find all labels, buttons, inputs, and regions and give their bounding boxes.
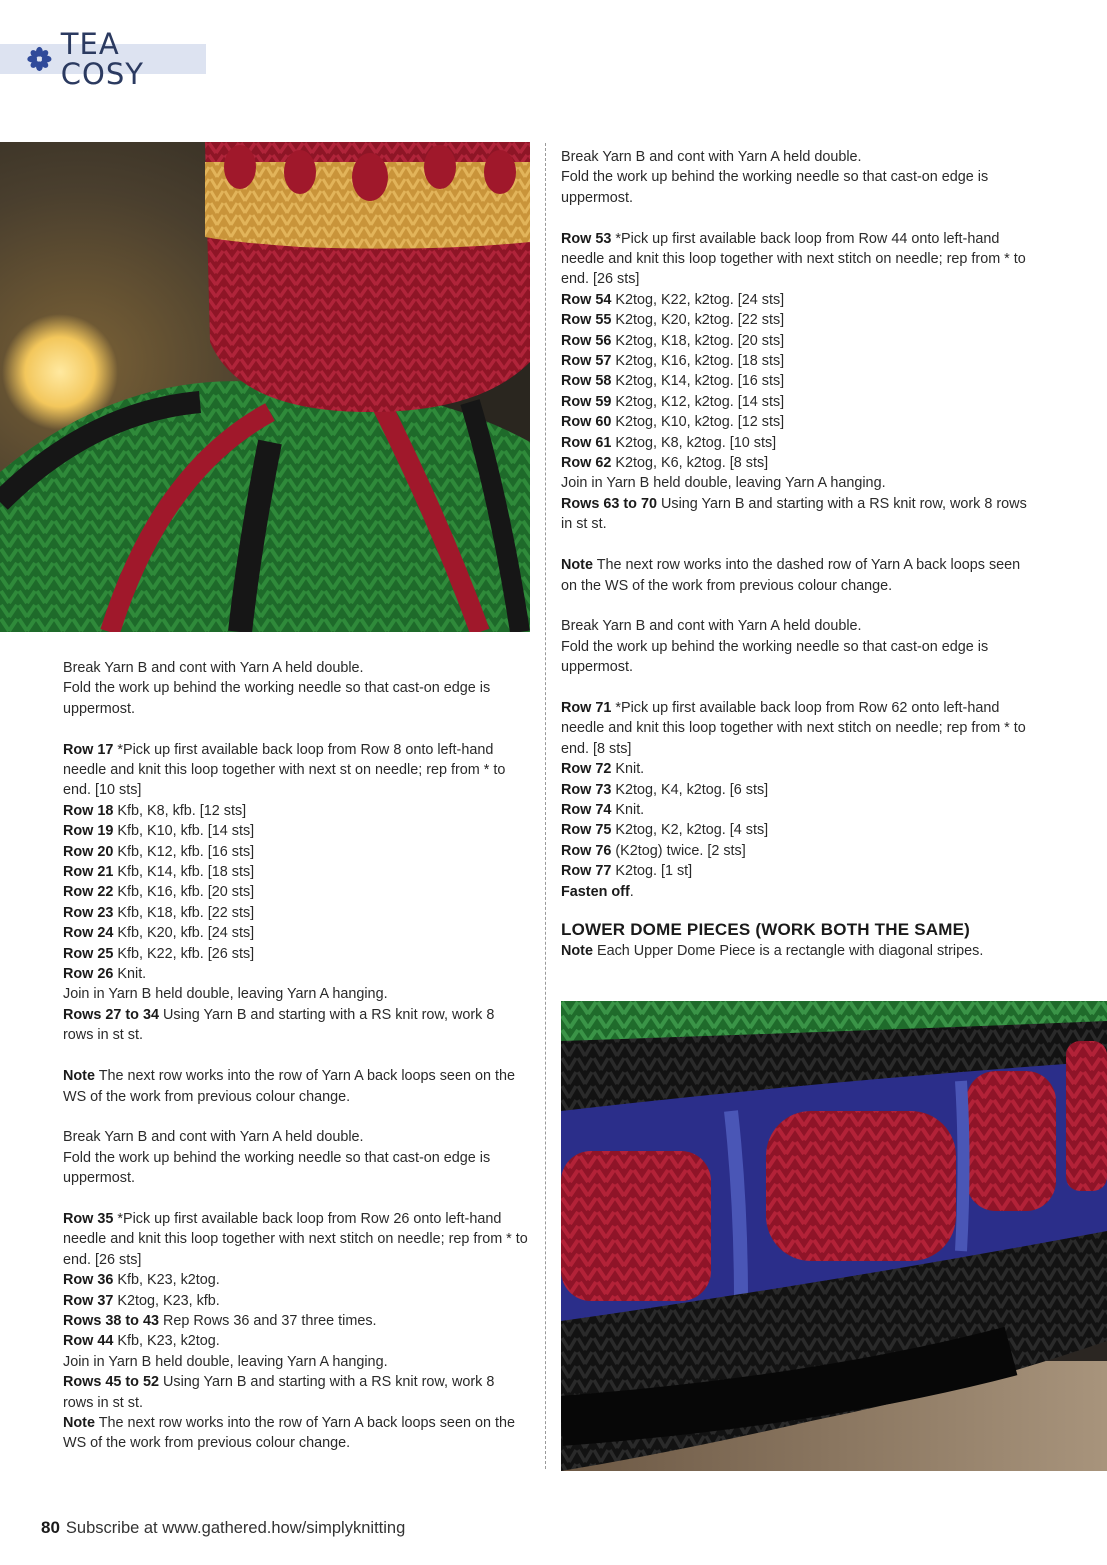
row-label: Row 24 <box>63 925 114 942</box>
row-text: Break Yarn B and cont with Yarn A held double. <box>561 149 862 165</box>
section-title: TEA COSY <box>60 27 144 91</box>
row-label: Row 36 <box>63 1272 114 1289</box>
row-text: Fold the work up behind the working needle so that cast-on edge is uppermost. <box>561 638 989 676</box>
pattern-line <box>561 759 1031 779</box>
row-text: K2tog, K4, k2tog. [6 sts] <box>611 781 769 798</box>
subscribe-text: Subscribe at www.gathered.how/simplyknitting <box>65 1519 406 1537</box>
pattern-line <box>63 862 528 882</box>
row-label: Row 76 <box>561 842 612 859</box>
row-text: K2tog, K22, k2tog. [24 sts] <box>611 291 785 308</box>
row-label: Row 58 <box>561 373 612 390</box>
pattern-line <box>561 453 1031 473</box>
column-divider <box>545 143 546 1469</box>
row-label: Row 23 <box>63 904 114 921</box>
bottom-photo <box>561 1001 1107 1471</box>
row-text: Fold the work up behind the working needle so that cast-on edge is uppermost. <box>63 1149 491 1187</box>
left-column <box>63 658 528 1454</box>
row-text: Join in Yarn B held double, leaving Yarn A hanging. <box>63 986 388 1003</box>
heading-note <box>561 941 1031 961</box>
top-photo <box>0 142 530 632</box>
pattern-line <box>63 821 528 841</box>
row-label: Note <box>561 557 593 574</box>
pattern-line <box>63 801 528 821</box>
row-text: Rep Rows 36 and 37 three times. <box>158 1312 377 1329</box>
pattern-line <box>561 371 1031 391</box>
row-label: Row 26 <box>63 966 114 983</box>
pattern-line <box>561 820 1031 840</box>
row-label: Row 54 <box>561 291 612 308</box>
row-label: Row 37 <box>63 1292 114 1309</box>
pattern-line <box>63 1291 528 1311</box>
row-text: Join in Yarn B held double, leaving Yarn A hanging. <box>561 475 886 492</box>
row-label: Row 19 <box>63 823 114 840</box>
row-text: Kfb, K8, kfb. [12 sts] <box>113 802 247 819</box>
row-text: Using Yarn B and starting with a RS knit row, work 8 rows in st st. <box>63 1374 495 1411</box>
row-label: Row 75 <box>561 822 612 839</box>
row-text: Break Yarn B and cont with Yarn A held double. <box>63 660 364 676</box>
pattern-line <box>63 984 528 1004</box>
row-label: Note <box>63 1068 95 1085</box>
pattern-line <box>63 678 528 719</box>
pattern-line <box>63 1331 528 1351</box>
row-label: Row 62 <box>561 455 612 472</box>
pattern-line <box>561 698 1031 759</box>
row-text: Break Yarn B and cont with Yarn A held double. <box>63 1129 364 1146</box>
row-label: Row 53 <box>561 230 612 247</box>
row-text: The next row works into the row of Yarn A back loops seen on the WS of the work from previous colour change. <box>63 1068 515 1105</box>
row-text: Knit. <box>611 761 645 778</box>
row-text: K2tog, K8, k2tog. [10 sts] <box>611 434 777 451</box>
row-text: K2tog. [1 st] <box>611 863 693 880</box>
pattern-line <box>561 882 1031 902</box>
paragraph-gap <box>63 1046 528 1066</box>
row-label: Row 71 <box>561 699 612 716</box>
row-text: Join in Yarn B held double, leaving Yarn A hanging. <box>63 1353 388 1370</box>
pattern-line <box>561 229 1031 290</box>
paragraph-gap <box>561 596 1031 616</box>
section-heading: LOWER DOME PIECES (WORK BOTH THE SAME) <box>561 919 970 939</box>
pattern-line <box>63 1311 528 1331</box>
pattern-line <box>63 903 528 923</box>
pattern-line <box>63 740 528 801</box>
row-text: Kfb, K12, kfb. [16 sts] <box>113 843 255 860</box>
row-text: K2tog, K23, kfb. <box>113 1292 220 1309</box>
pattern-line <box>63 842 528 862</box>
page-number: 80 <box>41 1518 60 1537</box>
row-text: The next row works into the row of Yarn A back loops seen on the WS of the work from previous colour change. <box>63 1414 515 1452</box>
note-label: Note <box>561 942 593 959</box>
row-label: Row 74 <box>561 801 612 818</box>
row-label: Row 56 <box>561 332 612 349</box>
pattern-line <box>63 1148 528 1189</box>
pattern-line <box>561 351 1031 371</box>
row-label: Row 22 <box>63 884 114 901</box>
row-label: Row 18 <box>63 802 114 819</box>
row-text: *Pick up first available back loop from Row 44 onto left-hand needle and knit this loop together with next stitch on needle; rep from * to end. [26 sts] <box>561 230 1026 288</box>
row-text: Kfb, K10, kfb. [14 sts] <box>113 823 255 840</box>
row-text: Kfb, K20, kfb. [24 sts] <box>113 925 255 942</box>
row-label: Row 25 <box>63 945 114 962</box>
row-text: Using Yarn B and starting with a RS knit row, work 8 rows in st st. <box>63 1006 495 1044</box>
row-label: Rows 38 to 43 <box>63 1312 159 1329</box>
pattern-line <box>63 1209 528 1270</box>
row-text: *Pick up first available back loop from Row 26 onto left-hand needle and knit this loop together with next stitch on needle; rep from * to end. [26 sts] <box>63 1210 528 1268</box>
pattern-line <box>63 923 528 943</box>
row-label: Row 73 <box>561 781 612 798</box>
pattern-line <box>63 1005 528 1046</box>
pattern-line <box>63 1352 528 1372</box>
pattern-line <box>63 882 528 902</box>
row-text: Fold the work up behind the working needle so that cast-on edge is uppermost. <box>561 169 989 206</box>
row-text: *Pick up first available back loop from Row 62 onto left-hand needle and knit this loop together with next stitch on needle; rep from * to end. [8 sts] <box>561 699 1026 757</box>
pattern-line <box>63 1127 528 1147</box>
row-label: Row 21 <box>63 864 114 881</box>
row-text: Using Yarn B and starting with a RS knit row, work 8 rows in st st. <box>561 495 1027 533</box>
row-label: Note <box>63 1414 95 1431</box>
paragraph-gap <box>561 535 1031 555</box>
paragraph-gap <box>63 719 528 739</box>
row-label: Row 57 <box>561 353 612 370</box>
pattern-line <box>561 494 1031 535</box>
pattern-line <box>561 433 1031 453</box>
pattern-line <box>561 412 1031 432</box>
row-text: Kfb, K18, kfb. [22 sts] <box>113 904 255 921</box>
row-label: Rows 63 to 70 <box>561 495 657 512</box>
row-text: K2tog, K12, k2tog. [14 sts] <box>611 393 785 410</box>
pattern-line <box>561 616 1031 636</box>
row-text: K2tog, K16, k2tog. [18 sts] <box>611 353 785 370</box>
row-text: Kfb, K22, kfb. [26 sts] <box>113 945 255 962</box>
pattern-line <box>561 290 1031 310</box>
pattern-line <box>63 658 528 678</box>
paragraph-gap <box>63 1189 528 1209</box>
pattern-line <box>63 964 528 984</box>
row-text: K2tog, K20, k2tog. [22 sts] <box>611 312 785 329</box>
row-label: Row 35 <box>63 1210 114 1227</box>
right-column <box>561 147 1031 961</box>
flower-icon <box>27 46 52 72</box>
row-text: Kfb, K14, kfb. [18 sts] <box>113 864 255 881</box>
pattern-line <box>561 780 1031 800</box>
row-label: Rows 45 to 52 <box>63 1374 159 1391</box>
row-text: The next row works into the dashed row of Yarn A back loops seen on the WS of the work from previous colour change. <box>561 557 1021 594</box>
row-text: Knit. <box>113 966 147 983</box>
paragraph-gap <box>561 678 1031 698</box>
row-label: Row 61 <box>561 434 612 451</box>
row-label: Row 44 <box>63 1333 114 1350</box>
row-text: Knit. <box>611 801 645 818</box>
row-text: K2tog, K6, k2tog. [8 sts] <box>611 455 769 472</box>
note-text: Each Upper Dome Piece is a rectangle with diagonal stripes. <box>592 942 984 959</box>
page-footer <box>41 1517 405 1539</box>
paragraph-gap <box>63 1107 528 1127</box>
row-label: Row 17 <box>63 741 114 758</box>
row-label: Fasten off <box>561 883 630 900</box>
row-label: Row 20 <box>63 843 114 860</box>
row-label: Row 72 <box>561 761 612 778</box>
row-text: (K2tog) twice. [2 sts] <box>611 842 746 859</box>
row-label: Row 55 <box>561 312 612 329</box>
row-text: K2tog, K18, k2tog. [20 sts] <box>611 332 785 349</box>
pattern-line <box>561 331 1031 351</box>
section-tab <box>0 27 206 91</box>
row-label: Row 77 <box>561 863 612 880</box>
pattern-line <box>561 473 1031 493</box>
row-text: . <box>629 883 634 900</box>
paragraph-gap <box>561 208 1031 228</box>
row-text: Kfb, K23, k2tog. <box>113 1272 220 1289</box>
pattern-line <box>561 555 1031 596</box>
row-text: Kfb, K16, kfb. [20 sts] <box>113 884 255 901</box>
row-text: Kfb, K23, k2tog. <box>113 1333 220 1350</box>
right-paragraphs <box>561 147 1031 902</box>
pattern-line <box>63 1372 528 1413</box>
pattern-line <box>63 1413 528 1454</box>
row-label: Row 59 <box>561 393 612 410</box>
row-text: Break Yarn B and cont with Yarn A held double. <box>561 618 862 635</box>
pattern-line <box>63 1270 528 1290</box>
pattern-line <box>561 392 1031 412</box>
pattern-line <box>561 637 1031 678</box>
pattern-line <box>561 310 1031 330</box>
pattern-line <box>63 1066 528 1107</box>
row-text: Fold the work up behind the working needle so that cast-on edge is uppermost. <box>63 680 491 717</box>
pattern-line <box>63 944 528 964</box>
pattern-line <box>561 861 1031 881</box>
pattern-line <box>561 147 1031 167</box>
pattern-line <box>561 841 1031 861</box>
pattern-line <box>561 800 1031 820</box>
pattern-line <box>561 167 1031 208</box>
row-label: Rows 27 to 34 <box>63 1006 159 1023</box>
row-text: K2tog, K10, k2tog. [12 sts] <box>611 414 785 431</box>
row-label: Row 60 <box>561 414 612 431</box>
row-text: K2tog, K14, k2tog. [16 sts] <box>611 373 785 390</box>
row-text: K2tog, K2, k2tog. [4 sts] <box>611 822 769 839</box>
row-text: *Pick up first available back loop from Row 8 onto left-hand needle and knit this loop together with next st on needle; rep from * to end. [10 sts] <box>63 741 506 799</box>
